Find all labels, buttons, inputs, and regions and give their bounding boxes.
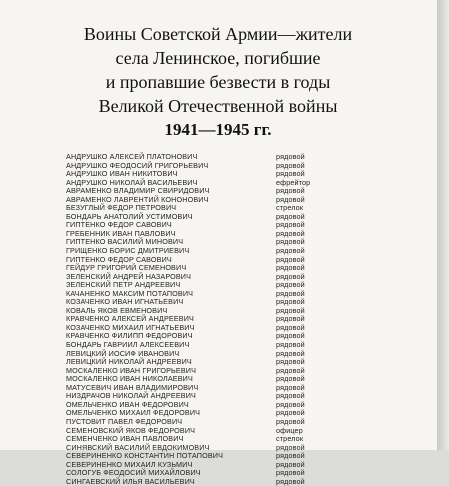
soldier-rank: рядовой [276, 399, 305, 409]
soldier-rank: рядовой [276, 382, 305, 392]
title-line-2: села Ленинское, погибшие [115, 48, 321, 68]
soldier-name: СЕВЕРИНЕНКО МИХАИЛ КУЗЬМИЧ [66, 459, 193, 469]
soldier-rank: рядовой [276, 451, 305, 461]
soldier-name: АНДРУШКО ИВАН НИКИТОВИЧ [66, 169, 178, 179]
title-line-3: и пропавшие безвести в годы [105, 72, 331, 92]
soldier-rank: рядовой [276, 186, 305, 196]
soldier-rank: рядовой [276, 459, 305, 469]
soldier-name: КОВАЛЬ ЯКОВ ЕВМЕНОВИЧ [66, 305, 168, 315]
soldier-rank: рядовой [276, 152, 305, 161]
page-title [18, 22, 418, 142]
soldier-rank: стрелок [276, 203, 304, 213]
soldier-name: ГИПТЕНКО ФЕДОР САВОВИЧ [66, 254, 172, 264]
soldier-name: КРАВЧЕНКО АЛЕКСЕЙ АНДРЕЕВИЧ [66, 314, 194, 324]
soldier-rank: рядовой [276, 331, 305, 341]
soldier-name: ОМЕЛЬЧЕНКО ИВАН ФЕДОРОВИЧ [66, 399, 189, 409]
soldier-name: БЕЗУГЛЫЙ ФЕДОР ПЕТРОВИЧ [66, 203, 177, 213]
soldier-rank: рядовой [276, 237, 305, 247]
soldier-rank: рядовой [276, 340, 305, 350]
soldier-rank: рядовой [276, 442, 305, 452]
soldier-name: АВРАМЕНКО ВЛАДИМИР СВИРИДОВИЧ [66, 186, 210, 196]
soldier-rank: рядовой [276, 211, 305, 221]
soldier-name: БОНДАРЬ АНАТОЛИЙ УСТИМОВИЧ [66, 211, 193, 221]
soldier-name: КОЗАЧЕНКО ИВАН ИГНАТЬЕВИЧ [66, 297, 184, 307]
names-list [66, 153, 396, 486]
soldier-rank: рядовой [276, 169, 305, 179]
soldier-name: СИНЯВСКИЙ ВАСИЛИЙ ЕВДОКИМОВИЧ [66, 442, 210, 452]
soldier-rank: рядовой [276, 305, 305, 315]
soldier-rank: рядовой [276, 468, 305, 478]
title-line-4: Великой Отечественной войны [98, 96, 338, 116]
soldier-rank: рядовой [276, 228, 305, 238]
soldier-rank: рядовой [276, 314, 305, 324]
title-years: 1941—1945 гг. [164, 120, 272, 139]
soldier-rank: рядовой [276, 194, 305, 204]
soldier-name: АНДРУШКО НИКОЛАЙ ВАСИЛЬЕВИЧ [66, 177, 198, 187]
book-spine [437, 0, 449, 450]
soldier-rank: стрелок [276, 434, 304, 444]
soldier-rank: рядовой [276, 365, 305, 375]
soldier-rank: рядовой [276, 263, 305, 273]
soldier-name: СОЛОГУБ ФЕОДОСИЙ МИХАЙЛОВИЧ [66, 468, 201, 478]
soldier-rank: рядовой [276, 476, 305, 486]
soldier-rank: рядовой [276, 280, 305, 290]
soldier-name: ГИПТЕНКО ВАСИЛИЙ МИНОВИЧ [66, 237, 184, 247]
soldier-name: ПУСТОВИТ ПАВЕЛ ФЕДОРОВИЧ [66, 416, 183, 426]
soldier-name: АВРАМЕНКО ЛАВРЕНТИЙ КОНОНОВИЧ [66, 194, 209, 204]
soldier-rank: рядовой [276, 160, 305, 170]
soldier-name: МОСКАЛЕНКО ИВАН НИКОЛАЕВИЧ [66, 374, 193, 384]
soldier-name: БОНДАРЬ ГАВРИИЛ АЛЕКСЕЕВИЧ [66, 340, 190, 350]
soldier-name: ГЕЙДУР ГРИГОРИЙ СЕМЕНОВИЧ [66, 263, 187, 273]
soldier-name: ГИПТЕНКО ФЕДОР САВОВИЧ [66, 220, 172, 230]
soldier-rank: рядовой [276, 348, 305, 358]
soldier-name: ЗЕЛЕНСКИЙ ПЕТР АНДРЕЕВИЧ [66, 280, 181, 290]
soldier-name: КРАВЧЕНКО ФИЛИПП ФЕДОРОВИЧ [66, 331, 193, 341]
soldier-rank: рядовой [276, 391, 305, 401]
soldier-rank: рядовой [276, 374, 305, 384]
soldier-name: ОМЕЛЬЧЕНКО МИХАИЛ ФЕДОРОВИЧ [66, 408, 201, 418]
soldier-rank: рядовой [276, 220, 305, 230]
soldier-name: МОСКАЛЕНКО ИВАН ГРИГОРЬЕВИЧ [66, 365, 197, 375]
soldier-name: ГРЕБЕННИК ИВАН ПАВЛОВИЧ [66, 228, 176, 238]
soldier-name: ЛЕВИЦКИЙ ИОСИФ ИВАНОВИЧ [66, 348, 180, 358]
soldier-name: СЕВЕРИНЕНКО КОНСТАНТИН ПОТАПОВИЧ [66, 451, 224, 461]
soldier-name: СЕМЕНЧЕНКО ИВАН ПАВЛОВИЧ [66, 434, 184, 444]
soldier-name: НИЗДРАЧОВ НИКОЛАЙ АНДРЕЕВИЧ [66, 391, 196, 401]
soldier-name: СЕМЕНОВСКИЙ ЯКОВ ФЕДОРОВИЧ [66, 425, 196, 435]
soldier-name: КАЧАНЕНКО МАКСИМ ПОТАПОВИЧ [66, 288, 194, 298]
soldier-name: МАТУСЕВИЧ ИВАН ВЛАДИМИРОВИЧ [66, 382, 199, 392]
soldier-name: СИНГАЕВСКИЙ ИЛЬЯ ВАСИЛЬЕВИЧ [66, 476, 195, 486]
soldier-rank: рядовой [276, 288, 305, 298]
list-item [66, 478, 396, 486]
soldier-name: АНДРУШКО ФЕОДОСИЙ ГРИГОРЬЕВИЧ [66, 160, 209, 170]
title-line-1: Воины Советской Армии—жители [83, 24, 353, 44]
soldier-rank: рядовой [276, 297, 305, 307]
soldier-rank: рядовой [276, 416, 305, 426]
soldier-name: ЗЕЛЕНСКИЙ АНДРЕЙ НАЗАРОВИЧ [66, 271, 192, 281]
soldier-rank: рядовой [276, 254, 305, 264]
soldier-name: АНДРУШКО АЛЕКСЕЙ ПЛАТОНОВИЧ [66, 152, 198, 161]
soldier-rank: ефрейтор [276, 177, 311, 187]
soldier-rank: рядовой [276, 357, 305, 367]
soldier-rank: офицер [276, 425, 303, 435]
soldier-rank: рядовой [276, 408, 305, 418]
soldier-rank: рядовой [276, 246, 305, 256]
soldier-name: КОЗАЧЕНКО МИХАИЛ ИГНАТЬЕВИЧ [66, 322, 195, 332]
soldier-name: ГРИЩЕНКО БОРИС ДМИТРИЕВИЧ [66, 246, 190, 256]
soldier-name: ЛЕВИЦКИЙ НИКОЛАЙ АНДРЕЕВИЧ [66, 357, 192, 367]
soldier-rank: рядовой [276, 322, 305, 332]
soldier-rank: рядовой [276, 271, 305, 281]
